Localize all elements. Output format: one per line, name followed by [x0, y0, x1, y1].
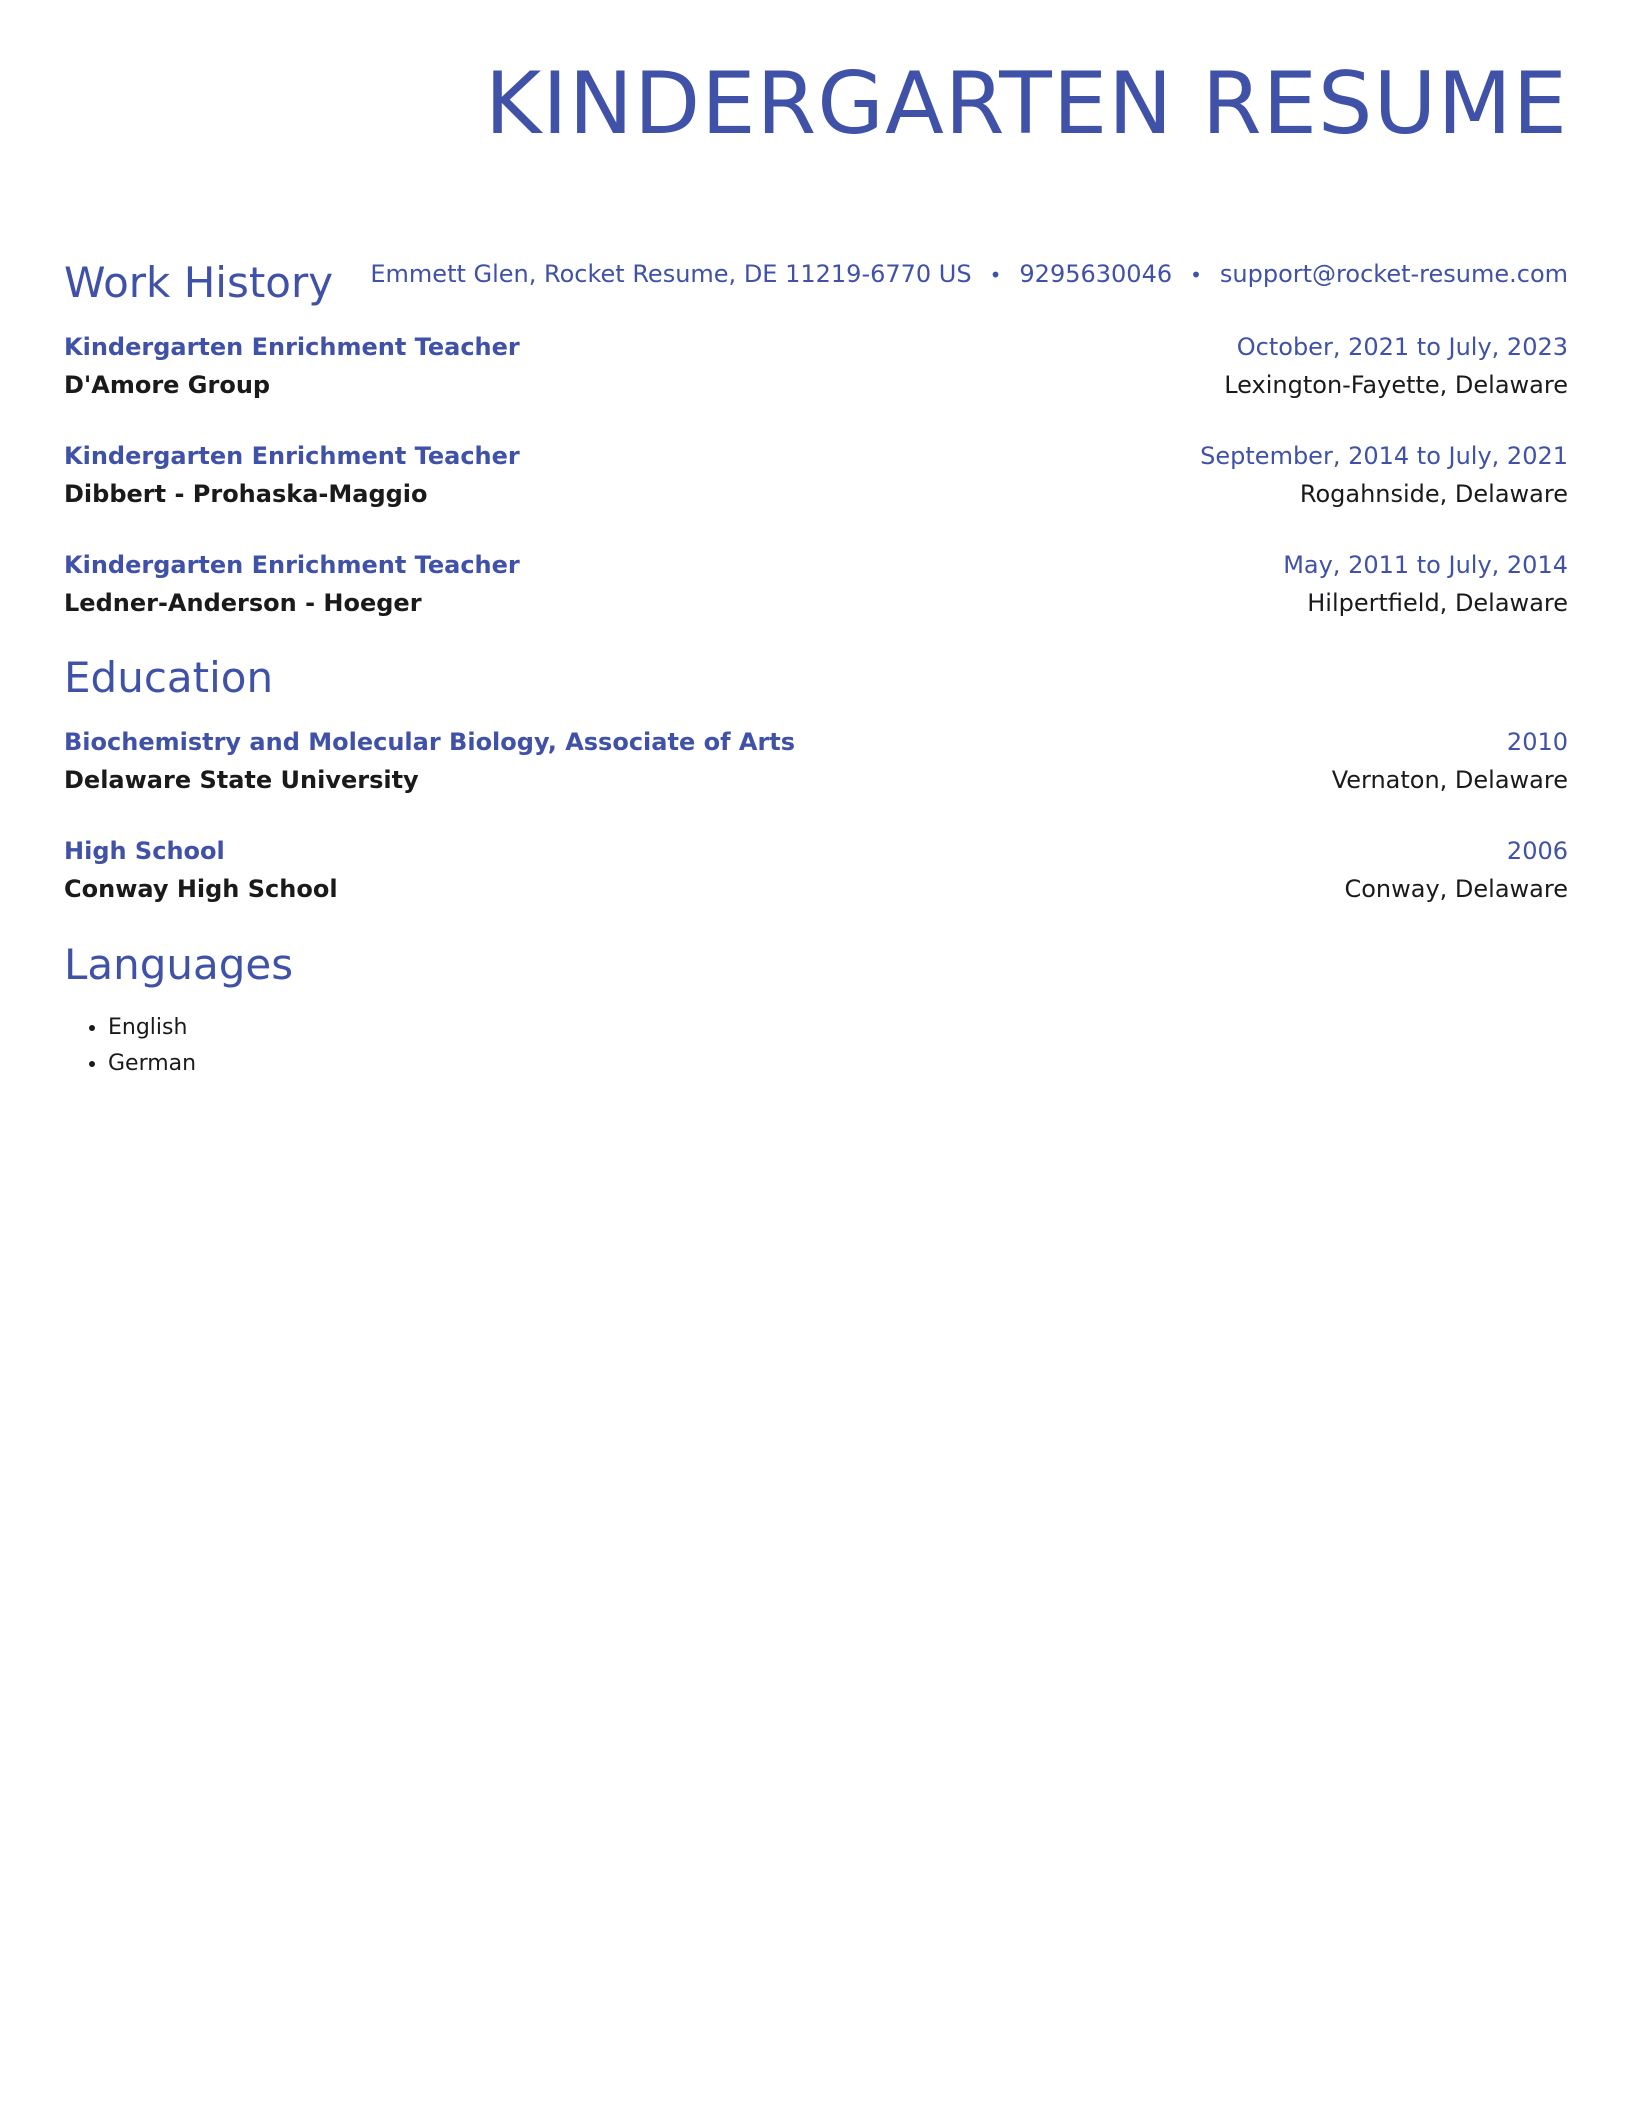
contact-separator: • [989, 263, 1002, 287]
work-org: D'Amore Group [64, 371, 271, 399]
education-year: 2010 [1506, 728, 1568, 756]
work-role: Kindergarten Enrichment Teacher [64, 551, 520, 579]
education-school: Conway High School [64, 875, 338, 903]
education-degree: High School [64, 837, 225, 865]
resume-title: KINDERGARTEN RESUME [484, 54, 1568, 154]
work-entry-top-row [64, 328, 1568, 366]
work-dates: September, 2014 to July, 2021 [1200, 442, 1568, 470]
education-degree: Biochemistry and Molecular Biology, Associate of Arts [64, 728, 796, 756]
contact-address: Emmett Glen, Rocket Resume, DE 11219-6770 US [370, 260, 972, 288]
work-entry-top-row [64, 546, 1568, 584]
languages-heading: Languages [64, 940, 294, 989]
work-dates: October, 2021 to July, 2023 [1236, 333, 1568, 361]
work-location: Lexington-Fayette, Delaware [1224, 371, 1568, 399]
work-location: Rogahnside, Delaware [1299, 480, 1568, 508]
education-entry-top-row [64, 832, 1568, 870]
education-entry-bottom-row [64, 761, 1568, 799]
work-org: Ledner-Anderson - Hoeger [64, 589, 422, 617]
contact-email: support@rocket-resume.com [1219, 260, 1568, 288]
list-item: • English [108, 1010, 196, 1046]
work-entry [64, 546, 1568, 622]
education-entry [64, 723, 1568, 799]
education-school: Delaware State University [64, 766, 419, 794]
work-entry-bottom-row [64, 584, 1568, 622]
contact-separator: • [1190, 263, 1202, 287]
education-year: 2006 [1506, 837, 1568, 865]
work-org: Dibbert - Prohaska-Maggio [64, 480, 428, 508]
education-location: Vernaton, Delaware [1331, 766, 1568, 794]
work-entry-top-row [64, 437, 1568, 475]
work-entry-bottom-row [64, 366, 1568, 404]
contact-phone: 9295630046 [1019, 260, 1173, 288]
work-role: Kindergarten Enrichment Teacher [64, 442, 520, 470]
work-entry-bottom-row [64, 475, 1568, 513]
list-item: • German [108, 1046, 196, 1082]
work-history-heading: Work History [64, 258, 334, 307]
work-entry [64, 328, 1568, 404]
education-entry-top-row [64, 723, 1568, 761]
education-entry-bottom-row [64, 870, 1568, 908]
education-location: Conway, Delaware [1344, 875, 1568, 903]
education-heading: Education [64, 653, 274, 702]
education-entry [64, 832, 1568, 908]
languages-list [64, 1010, 196, 1082]
work-location: Hilpertfield, Delaware [1307, 589, 1568, 617]
work-dates: May, 2011 to July, 2014 [1283, 551, 1568, 579]
work-entry [64, 437, 1568, 513]
work-role: Kindergarten Enrichment Teacher [64, 333, 520, 361]
contact-line [370, 258, 1568, 291]
